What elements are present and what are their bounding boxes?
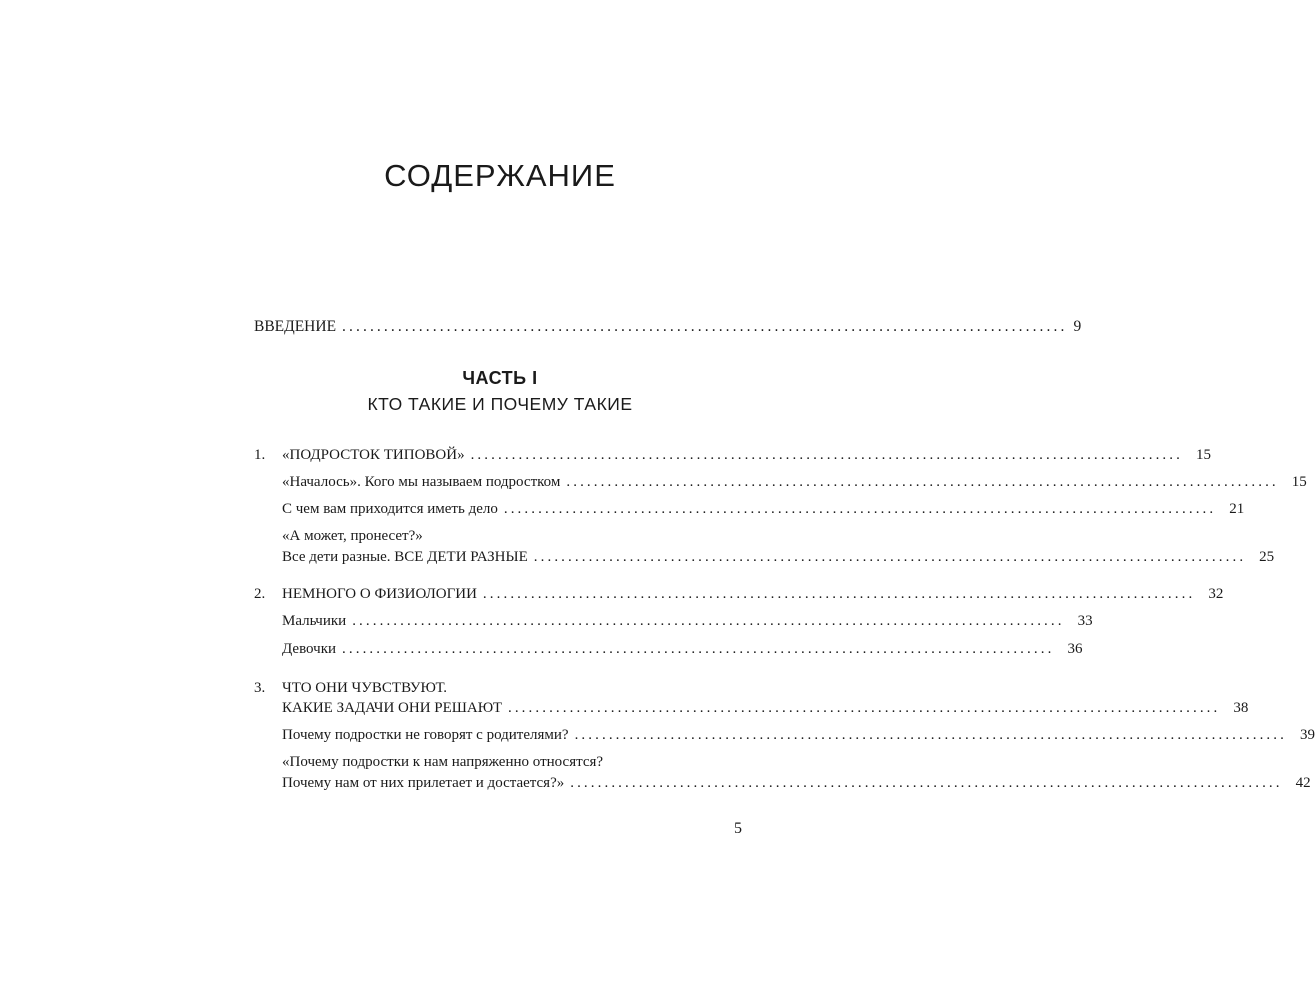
leader-dots: ........................................................................................................ [574, 727, 1287, 743]
toc-section [282, 772, 1311, 794]
part-label: ЧАСТЬ I [462, 368, 538, 388]
toc-heading: СОДЕРЖАНИЕ [384, 158, 616, 193]
section-page: 33 [1077, 613, 1093, 629]
leader-dots: ........................................................................................................ [507, 700, 1221, 716]
section-page: 25 [1259, 549, 1275, 565]
toc-chapter-1 [254, 444, 1211, 466]
section-page: 39 [1299, 727, 1315, 743]
toc-section [282, 610, 1093, 632]
chapter-title: КАКИЕ ЗАДАЧИ ОНИ РЕШАЮТ [282, 700, 502, 716]
toc-section [282, 724, 1315, 746]
section-page: 21 [1229, 501, 1245, 517]
section-title: Почему нам от них прилетает и достается?» [282, 775, 565, 791]
toc-chapter-3 [254, 697, 1249, 719]
leader-dots: ........................................................................................................ [482, 586, 1196, 602]
section-title-line1: «А может, пронесет?» [282, 528, 423, 544]
toc-section [282, 471, 1307, 493]
leader-dots: ........................................................................................................ [570, 775, 1283, 791]
section-page: 15 [1291, 474, 1307, 490]
part-subtitle: КТО ТАКИЕ И ПОЧЕМУ ТАКИЕ [367, 394, 633, 414]
leader-dots: ........................................................................................................ [342, 318, 1068, 335]
leader-dots: ........................................................................................................ [503, 501, 1217, 517]
leader-dots: ........................................................................................................ [470, 447, 1183, 463]
chapter-page: 15 [1195, 447, 1211, 463]
chapter-title: «ПОДРОСТОК ТИПОВОЙ» [282, 447, 465, 463]
chapter-number: 2. [254, 586, 266, 602]
section-title-line1: «Почему подростки к нам напряженно относятся? [282, 754, 604, 770]
toc-section [282, 498, 1245, 520]
section-title: Почему подростки не говорят с родителями? [282, 727, 569, 743]
toc-section [282, 546, 1275, 568]
section-page: 42 [1295, 775, 1311, 791]
section-title: Девочки [282, 641, 337, 657]
toc-entry-page: 9 [1073, 318, 1082, 335]
page-number: 5 [734, 820, 742, 837]
chapter-page: 32 [1208, 586, 1224, 602]
leader-dots: ........................................................................................................ [533, 549, 1247, 565]
toc-section [282, 638, 1083, 660]
section-page: 36 [1067, 641, 1083, 657]
chapter-title-line1: ЧТО ОНИ ЧУВСТВУЮТ. [282, 680, 447, 696]
chapter-page: 38 [1233, 700, 1249, 716]
chapter-3-line1-wrap [254, 677, 447, 699]
section-title: Все дети разные. ВСЕ ДЕТИ РАЗНЫЕ [282, 549, 528, 565]
chapter-number: 1. [254, 447, 266, 463]
leader-dots: ........................................................................................................ [352, 613, 1065, 629]
toc-entry-intro [254, 316, 1082, 338]
chapter-number: 3. [254, 680, 266, 696]
toc-entry-title: ВВЕДЕНИЕ [254, 318, 337, 335]
leader-dots: ........................................................................................................ [566, 474, 1279, 490]
chapter-title: НЕМНОГО О ФИЗИОЛОГИИ [282, 586, 477, 602]
toc-chapter-2 [254, 583, 1224, 605]
section-title: Мальчики [282, 613, 347, 629]
section-title: С чем вам приходится иметь дело [282, 501, 498, 517]
leader-dots: ........................................................................................................ [342, 641, 1055, 657]
section-title: «Началось». Кого мы называем подростком [282, 474, 561, 490]
